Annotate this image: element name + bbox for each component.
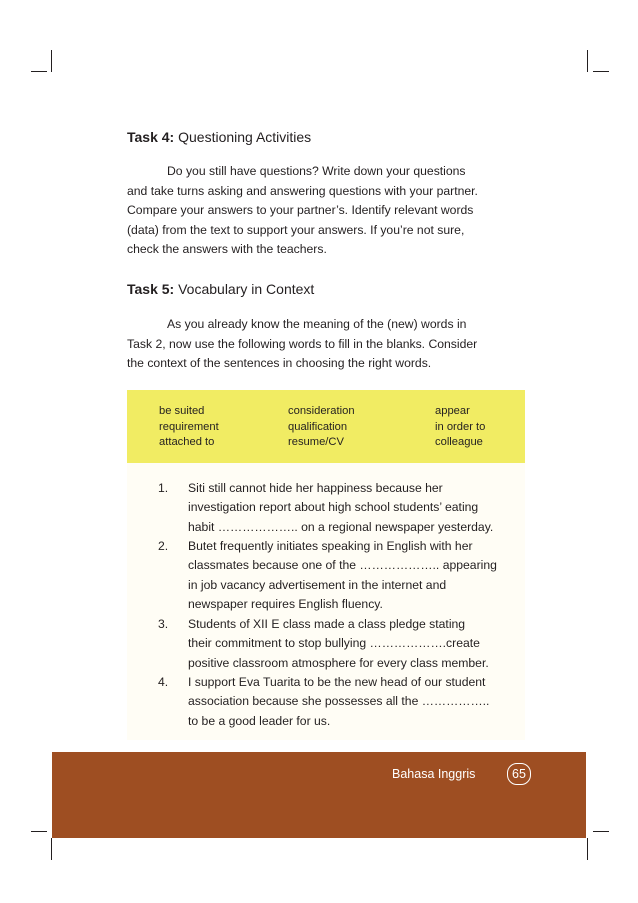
task5-heading — [127, 280, 314, 298]
task5-paragraph — [127, 315, 527, 374]
word-bank-item: resume/CV — [288, 436, 344, 448]
question-line: their commitment to stop bullying ……………….create — [188, 636, 480, 651]
paragraph-line: As you already know the meaning of the (new) words in — [167, 317, 467, 331]
question-text — [188, 479, 523, 537]
word-bank-item: appear — [435, 405, 470, 417]
question-line: habit ……………….. on a regional newspaper yesterday. — [188, 519, 494, 534]
question-text — [188, 615, 523, 673]
word-bank-item: requirement — [159, 420, 219, 433]
word-bank-column — [288, 404, 355, 451]
question-line: Butet frequently initiates speaking in English with her — [188, 539, 473, 553]
word-bank-column — [159, 404, 219, 451]
question-line: in job vacancy advertisement in the internet and — [188, 577, 447, 592]
crop-mark — [31, 831, 47, 832]
page-number: 65 — [507, 763, 531, 785]
crop-mark — [587, 50, 588, 72]
paragraph-line: (data) from the text to support your answers. If you’re not sure, — [127, 222, 465, 237]
paragraph-line: Do you still have questions? Write down your questions — [167, 164, 466, 178]
paragraph-line: Task 2, now use the following words to fill in the blanks. Consider — [127, 336, 478, 351]
task4-heading — [127, 128, 311, 146]
crop-mark — [587, 838, 588, 860]
crop-mark — [593, 71, 609, 72]
question-line: positive classroom atmosphere for every class member. — [188, 655, 489, 670]
task4-label: Task 4: — [127, 129, 175, 145]
question-line: classmates because one of the ……………….. appearing — [188, 558, 497, 573]
question-line: association because she possesses all the …………….. — [188, 694, 490, 709]
question-line: investigation report about high school students’ eating — [188, 500, 479, 515]
task4-title: Questioning Activities — [178, 129, 312, 145]
question-list — [127, 463, 525, 740]
question-text — [188, 673, 523, 731]
word-bank-column — [435, 404, 485, 451]
question-line: I support Eva Tuarita to be the new head of our student — [188, 675, 486, 689]
question-number: 2. — [158, 539, 169, 553]
task4-paragraph — [127, 162, 527, 260]
question-number: 1. — [158, 481, 169, 495]
task5-label: Task 5: — [127, 281, 175, 297]
crop-mark — [51, 838, 52, 860]
question-text — [188, 537, 523, 615]
question-line: newspaper requires English fluency. — [188, 597, 383, 612]
paragraph-line: Compare your answers to your partner’s. Identify relevant words — [127, 203, 474, 217]
crop-mark — [51, 50, 52, 72]
paragraph-line: the context of the sentences in choosing the right words. — [127, 356, 432, 370]
word-bank-item: be suited — [159, 405, 205, 417]
question-number: 4. — [158, 675, 169, 689]
crop-mark — [31, 71, 47, 72]
word-bank-item: colleague — [435, 436, 483, 448]
book-title: Bahasa Inggris — [392, 767, 476, 781]
question-number: 3. — [158, 617, 169, 631]
task5-title: Vocabulary in Context — [178, 281, 315, 297]
question-line: to be a good leader for us. — [188, 713, 331, 728]
paragraph-line: and take turns asking and answering questions with your partner. — [127, 183, 478, 198]
word-bank-box — [127, 390, 525, 463]
crop-mark — [593, 831, 609, 832]
question-line: Siti still cannot hide her happiness because her — [188, 481, 443, 495]
word-bank-item: in order to — [435, 420, 486, 433]
question-line: Students of XII E class made a class pledge stating — [188, 617, 466, 631]
page-footer — [52, 752, 586, 838]
word-bank-item: qualification — [288, 420, 348, 433]
word-bank-item: consideration — [288, 405, 355, 417]
paragraph-line: check the answers with the teachers. — [127, 242, 327, 256]
word-bank-item: attached to — [159, 436, 215, 448]
